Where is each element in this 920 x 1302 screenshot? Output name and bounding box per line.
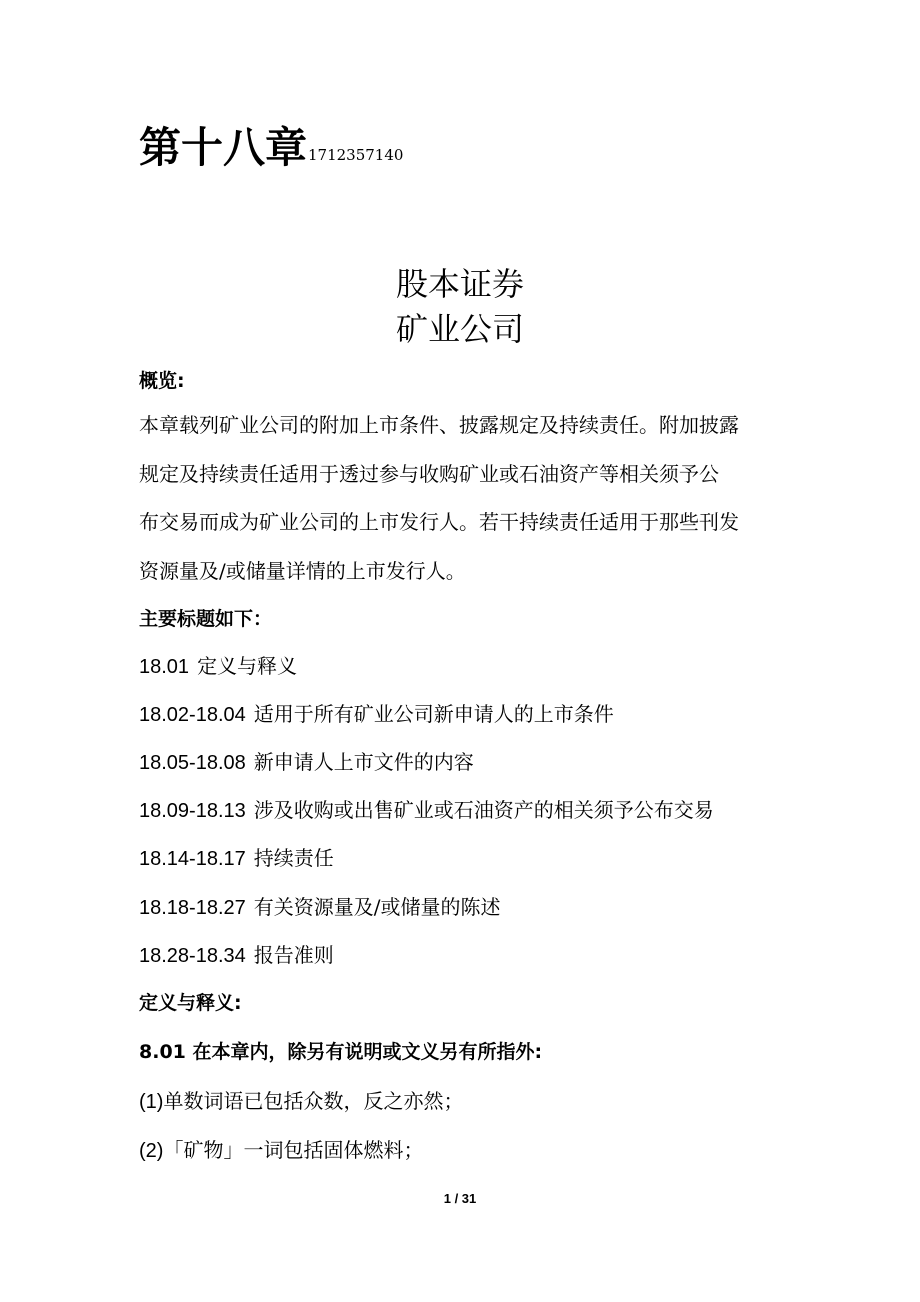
overview-line: 本章载列矿业公司的附加上市条件、披露规定及持续责任。附加披露 bbox=[139, 413, 739, 437]
document-code: 1712357140 bbox=[308, 146, 404, 164]
toc-item-text: 涉及收购或出售矿业或石油资产的相关须予公布交易 bbox=[253, 798, 714, 822]
overview-line: 资源量及/或储量详情的上市发行人。 bbox=[139, 558, 466, 583]
clause-text: 单数词语已包括众数，反之亦然； bbox=[163, 1089, 464, 1113]
clause-heading: 8.01 在本章内，除另有说明或文义另有所指外: bbox=[139, 1041, 543, 1063]
toc-item-text: 有关资源量及/或储量的陈述 bbox=[253, 895, 501, 919]
toc-item-text: 报告准则 bbox=[253, 943, 334, 967]
toc-item-number: 18.18-18.27 bbox=[139, 897, 246, 919]
clause-text: 「矿物」一词包括固体燃料； bbox=[163, 1138, 424, 1162]
toc-item-text: 适用于所有矿业公司新申请人的上市条件 bbox=[253, 702, 614, 726]
toc-heading: 主要标题如下： bbox=[139, 608, 273, 630]
toc-item-number: 18.05-18.08 bbox=[139, 752, 246, 774]
page-number: 1 / 31 bbox=[443, 1191, 477, 1206]
toc-item-number: 18.28-18.34 bbox=[139, 945, 246, 967]
toc-item-number: 18.02-18.04 bbox=[139, 704, 246, 726]
toc-item bbox=[139, 701, 614, 728]
toc-item bbox=[139, 894, 501, 921]
toc-item-text: 定义与释义 bbox=[197, 654, 298, 678]
toc-item bbox=[139, 797, 714, 824]
overview-line: 布交易而成为矿业公司的上市发行人。若干持续责任适用于那些刊发 bbox=[139, 510, 739, 534]
definitions-heading: 定义与释义: bbox=[139, 992, 242, 1014]
toc-item-number: 18.01 bbox=[139, 656, 190, 678]
toc-item bbox=[139, 942, 334, 969]
document-title-line-1: 股本证券 bbox=[395, 265, 524, 303]
document-title-line-2: 矿业公司 bbox=[395, 310, 524, 348]
toc-item bbox=[139, 653, 297, 680]
chapter-title: 第十八章 bbox=[139, 123, 308, 172]
clause-number: (2) bbox=[139, 1140, 164, 1162]
overview-heading: 概览: bbox=[139, 370, 185, 392]
toc-item bbox=[139, 845, 334, 872]
toc-item-number: 18.09-18.13 bbox=[139, 800, 246, 822]
clause-item bbox=[139, 1088, 463, 1115]
clause-number: (1) bbox=[139, 1091, 164, 1113]
toc-item-number: 18.14-18.17 bbox=[139, 848, 246, 870]
clause-item bbox=[139, 1137, 423, 1164]
overview-paragraph bbox=[139, 401, 789, 595]
toc-item bbox=[139, 749, 474, 776]
overview-line: 规定及持续责任适用于透过参与收购矿业或石油资产等相关须予公 bbox=[139, 461, 719, 486]
toc-item-text: 持续责任 bbox=[253, 846, 334, 870]
toc-item-text: 新申请人上市文件的内容 bbox=[253, 750, 474, 774]
